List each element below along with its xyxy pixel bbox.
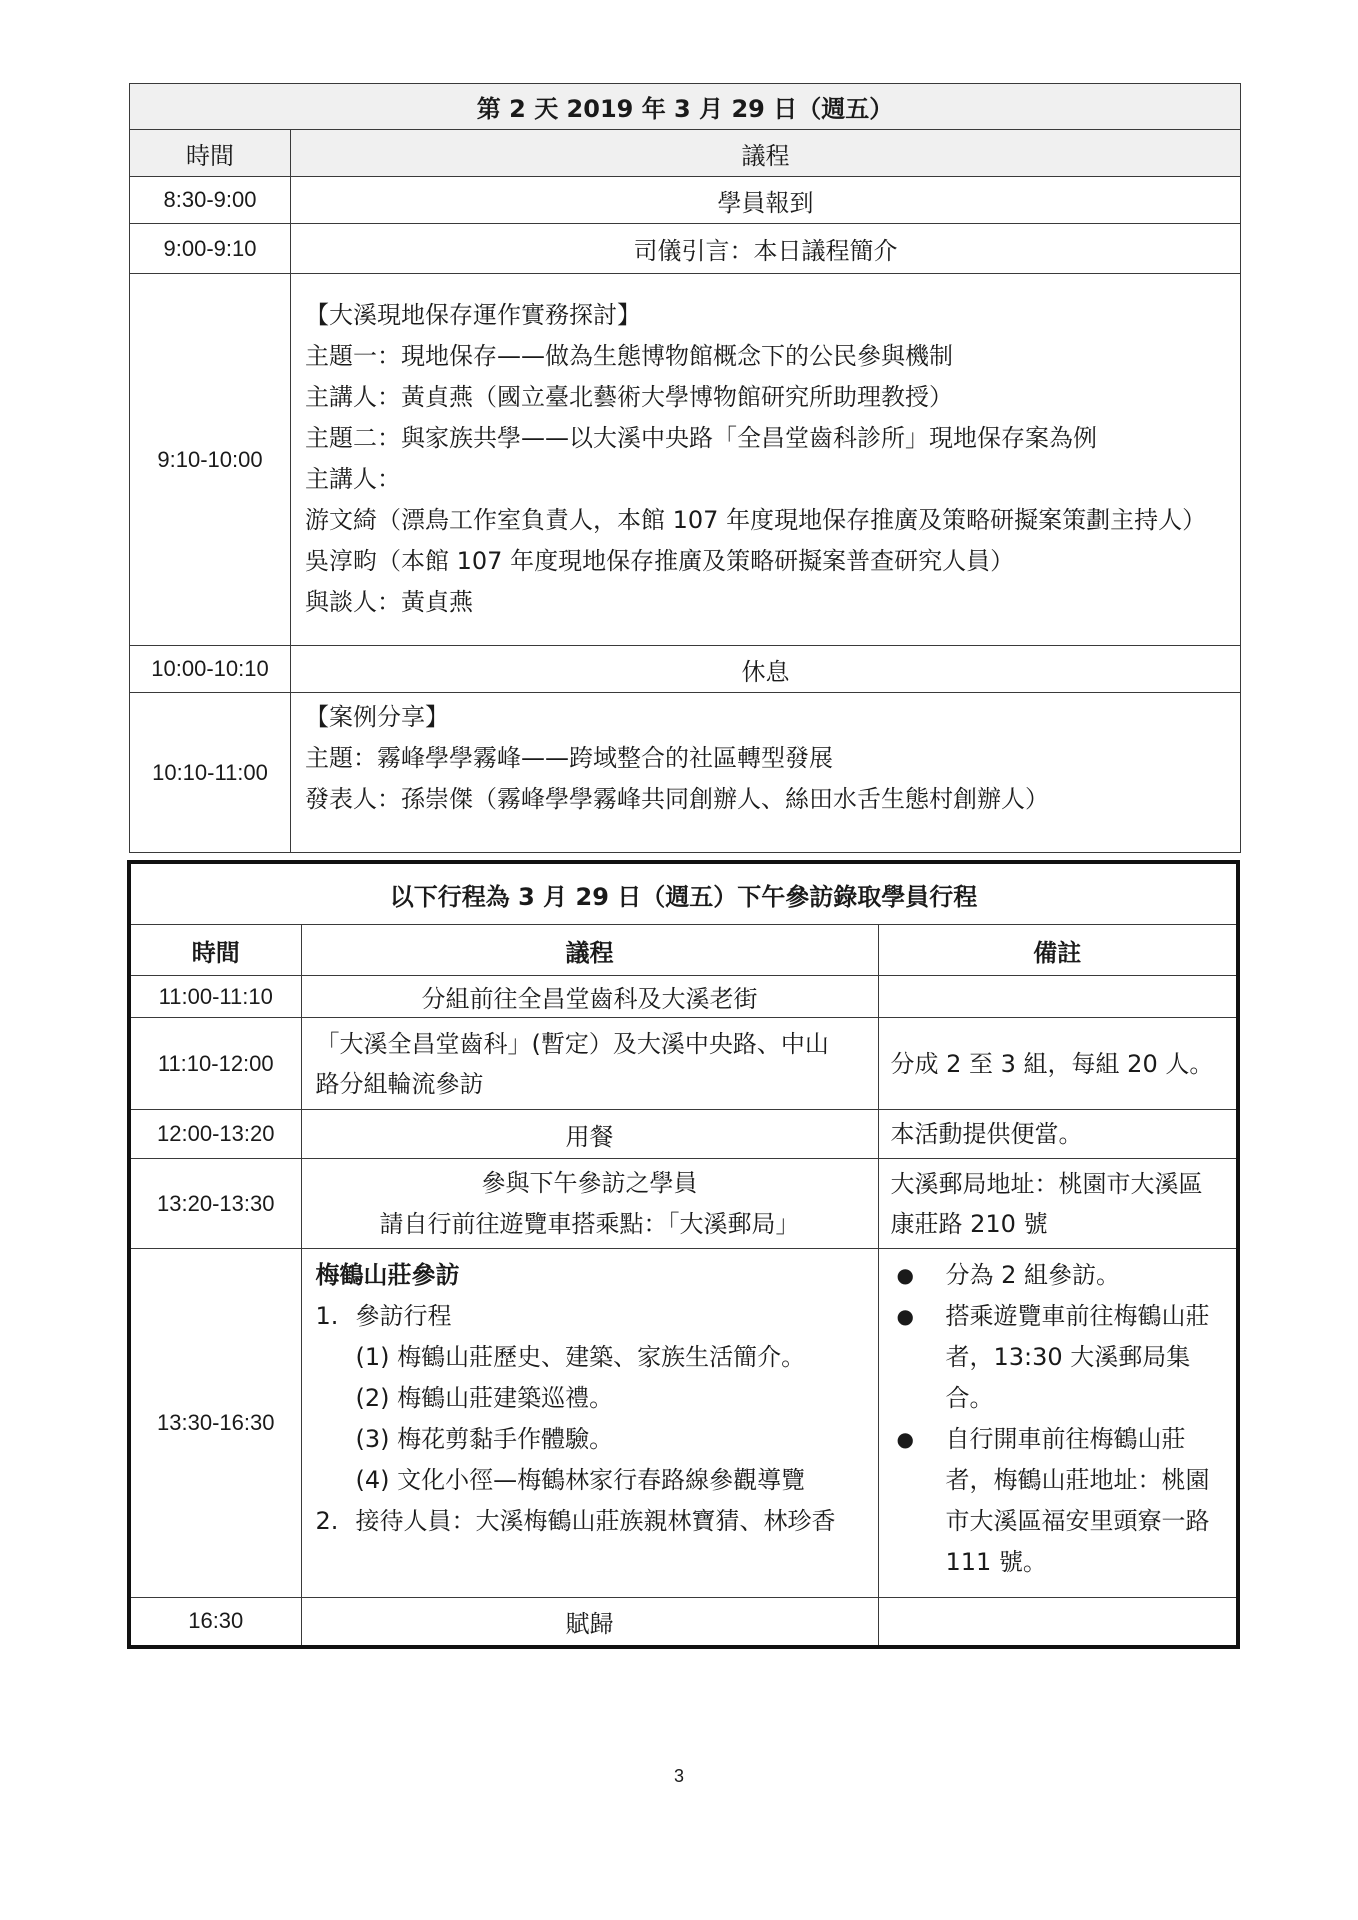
list-item [316, 1501, 868, 1542]
session-block [291, 693, 1241, 853]
row-time: 13:20-13:30 [131, 1159, 301, 1249]
session-line: 主題二：與家族共學——以大溪中央路「全昌堂齒科診所」現地保存案為例 [305, 423, 1097, 452]
list-text: 參訪行程 [355, 1302, 452, 1330]
row-note: 大溪郵局地址：桃園市大溪區康莊路 210 號 [878, 1159, 1236, 1249]
sub-item: (2) 梅鶴山莊建築巡禮。 [355, 1384, 614, 1412]
visit-heading: 梅鶴山莊參訪 [315, 1261, 460, 1289]
row-note: 本活動提供便當。 [878, 1110, 1236, 1159]
note-bullets [879, 1249, 1237, 1591]
page-number: 3 [673, 1766, 684, 1786]
list-text: 接待人員：大溪梅鶴山莊族親林寶猜、林珍香 [355, 1507, 836, 1535]
note-bullet: ● 分為 2 組參訪。 [891, 1255, 1229, 1296]
row-agenda: 用餐 [301, 1110, 878, 1159]
row-note [878, 976, 1236, 1018]
row-agenda: 「大溪全昌堂齒科」(暫定）及大溪中央路、中山路分組輪流參訪 [301, 1018, 878, 1110]
col-header-agenda: 議程 [291, 130, 1241, 177]
session-block [291, 274, 1241, 646]
row-note: 分成 2 至 3 組，每組 20 人。 [878, 1018, 1236, 1110]
row-agenda [301, 1159, 878, 1249]
session-line: 與談人：黃貞燕 [305, 587, 473, 616]
table-row [130, 693, 1241, 853]
afternoon-visit-table [131, 864, 1236, 1645]
session-heading: 【大溪現地保存運作實務探討】 [305, 300, 641, 329]
afternoon-visit-box [127, 860, 1240, 1649]
afternoon-title: 以下行程為 3 月 29 日（週五）下午參訪錄取學員行程 [131, 864, 1236, 925]
agenda-line: 請自行前往遊覽車搭乘點：「大溪郵局」 [379, 1209, 800, 1238]
table-row [130, 177, 1241, 224]
sub-item: (3) 梅花剪黏手作體驗。 [355, 1425, 614, 1453]
sub-item: (4) 文化小徑—梅鶴林家行春路線參觀導覽 [355, 1466, 806, 1494]
session-heading: 【案例分享】 [305, 703, 449, 731]
col-header-time: 時間 [131, 925, 301, 976]
col-header-time: 時間 [130, 130, 291, 177]
visit-program [301, 1249, 878, 1598]
list-item [316, 1296, 868, 1337]
session-line: 主題一：現地保存——做為生態博物館概念下的公民參與機制 [305, 341, 953, 370]
row-time: 9:10-10:00 [130, 274, 291, 646]
row-agenda: 賦歸 [301, 1598, 878, 1645]
row-agenda: 學員報到 [291, 177, 1241, 224]
table-row [130, 646, 1241, 693]
note-bullet: ● 自行開車前往梅鶴山莊者，梅鶴山莊地址：桃園市大溪區福安里頭寮一路 111 號。 [891, 1419, 1229, 1583]
note-bullet: ● 搭乘遊覽車前往梅鶴山莊者，13:30 大溪郵局集合。 [891, 1296, 1229, 1419]
session-line: 游文綺（漂鳥工作室負責人，本館 107 年度現地保存推廣及策略研擬案策劃主持人） [305, 505, 1207, 534]
row-time: 11:10-12:00 [131, 1018, 301, 1110]
row-note [878, 1249, 1236, 1598]
table-row [131, 1159, 1236, 1249]
session-line: 主講人：黃貞燕（國立臺北藝術大學博物館研究所助理教授） [305, 382, 953, 411]
table-row [131, 1598, 1236, 1645]
table-row [130, 274, 1241, 646]
sub-item: (1) 梅鶴山莊歷史、建築、家族生活簡介。 [355, 1343, 806, 1371]
row-time: 13:30-16:30 [131, 1249, 301, 1598]
list-number: 2. [315, 1507, 339, 1535]
table-row [131, 1110, 1236, 1159]
session-line: 吳淳畇（本館 107 年度現地保存推廣及策略研擬案普查研究人員） [305, 546, 1015, 575]
col-header-agenda: 議程 [301, 925, 878, 976]
row-note [878, 1598, 1236, 1645]
table-row [131, 1018, 1236, 1110]
row-time: 11:00-11:10 [131, 976, 301, 1018]
day2-title: 第 2 天 2019 年 3 月 29 日（週五） [130, 84, 1241, 130]
session-line: 發表人：孫崇傑（霧峰學學霧峰共同創辦人、絲田水舌生態村創辦人） [305, 785, 1049, 813]
row-time: 10:10-11:00 [130, 693, 291, 853]
agenda-line: 參與下午參訪之學員 [481, 1168, 698, 1197]
list-number: 1. [315, 1302, 339, 1330]
row-time: 10:00-10:10 [130, 646, 291, 693]
session-line: 主講人： [305, 464, 401, 493]
row-time: 8:30-9:00 [130, 177, 291, 224]
table-row [131, 1249, 1236, 1598]
table-row [131, 976, 1236, 1018]
row-agenda: 司儀引言：本日議程簡介 [291, 224, 1241, 274]
row-agenda: 分組前往全昌堂齒科及大溪老街 [301, 976, 878, 1018]
col-header-note: 備註 [878, 925, 1236, 976]
day2-schedule-table [129, 83, 1241, 853]
row-time: 16:30 [131, 1598, 301, 1645]
row-agenda: 休息 [291, 646, 1241, 693]
row-time: 9:00-9:10 [130, 224, 291, 274]
session-line: 主題：霧峰學學霧峰——跨域整合的社區轉型發展 [305, 744, 833, 772]
table-row [130, 224, 1241, 274]
row-time: 12:00-13:20 [131, 1110, 301, 1159]
